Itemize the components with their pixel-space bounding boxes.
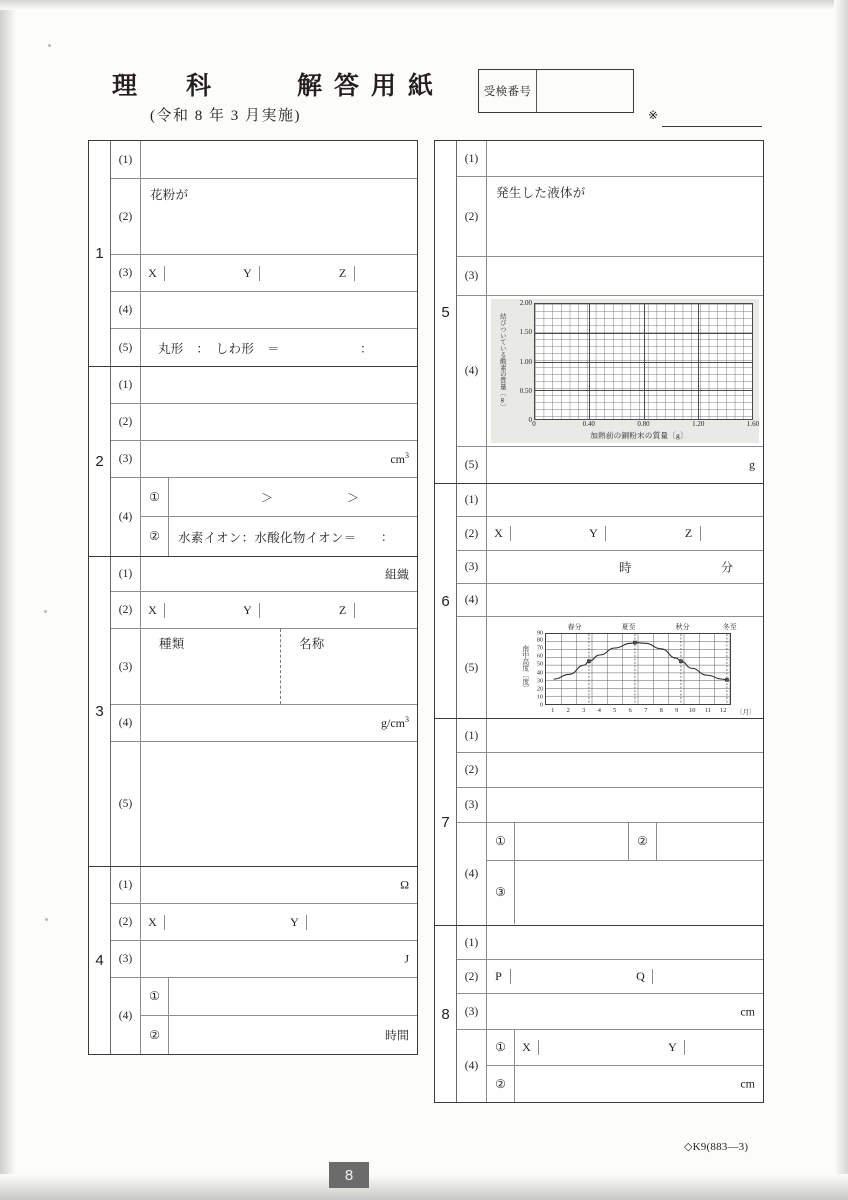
question-block-7 [434, 718, 764, 925]
answer-field[interactable] [487, 484, 763, 516]
x-tick: 8 [659, 706, 663, 714]
marker-y-label: Y [582, 526, 606, 541]
marker-x-label: X [487, 526, 511, 541]
answer-row [457, 960, 763, 994]
sub-number: (2) [457, 517, 487, 550]
graph-y-ticks [508, 299, 534, 424]
question-number: 2 [89, 367, 111, 556]
season-label-spring-equinox: 春分 [567, 622, 582, 631]
circled-number-2: ② [141, 1016, 169, 1054]
answer-row [111, 867, 417, 904]
marker-y-label: Y [236, 266, 260, 281]
answer-row [111, 441, 417, 478]
score-line [662, 126, 762, 127]
answer-row [457, 551, 763, 584]
unit-label: cm [740, 1004, 755, 1018]
answer-field [141, 592, 417, 628]
y-tick: 70 [536, 644, 543, 652]
answer-field[interactable] [141, 141, 417, 178]
question-number: 8 [435, 926, 457, 1102]
season-annotations [517, 622, 737, 633]
sub-number: (1) [457, 719, 487, 752]
answer-row [111, 141, 417, 179]
sub-number: (2) [111, 404, 141, 440]
question-number: 4 [89, 867, 111, 1054]
answer-row [457, 719, 763, 753]
answer-field [141, 629, 417, 704]
answer-subrow [487, 861, 763, 924]
greater-than-2: ＞ [347, 490, 360, 505]
x-tick: 0 [532, 420, 536, 428]
answer-field[interactable] [487, 753, 763, 787]
page-title: 理 科 解答用紙 [112, 73, 446, 100]
answer-field-type[interactable] [141, 629, 281, 704]
answer-row [457, 447, 763, 483]
solar-altitude-graph[interactable] [487, 617, 763, 718]
graph-x-axis-label: 〔月〕 [736, 708, 756, 716]
x-tick: 6 [628, 706, 632, 714]
sub-number: (3) [457, 257, 487, 295]
graph-y-axis-label: 南中高度〔度〕 [520, 645, 528, 692]
sub-number: (4) [111, 292, 141, 328]
question-number: 3 [89, 557, 111, 866]
page-number: 8 [329, 1162, 369, 1188]
question-block-5 [434, 140, 764, 483]
sub-number: (5) [111, 742, 141, 866]
graph-answer-field[interactable] [487, 296, 763, 446]
x-tick: 11 [704, 706, 711, 714]
answer-row [457, 257, 763, 296]
unit-label: $g/cm^3$ [381, 715, 409, 730]
answer-field[interactable] [141, 404, 417, 440]
answer-field [487, 517, 763, 550]
sub-number: (3) [457, 551, 487, 583]
graph-y-ticks [530, 629, 544, 708]
answer-row-graph [457, 617, 763, 718]
question-block-4 [88, 866, 418, 1055]
unit-minute: 分 [720, 560, 733, 575]
sub-number: (3) [457, 788, 487, 822]
x-tick: 1.20 [692, 420, 705, 428]
sub-number: (1) [111, 557, 141, 591]
marker-p-label: P [487, 969, 511, 984]
answer-row [457, 823, 763, 925]
page-edge-shadow-left [0, 0, 16, 1200]
answer-field[interactable] [487, 926, 763, 959]
answer-subrow [141, 978, 417, 1016]
circled-number-2: ② [487, 1066, 515, 1102]
answer-row [111, 292, 417, 329]
answer-field[interactable] [487, 447, 763, 483]
sub-number: (2) [457, 960, 487, 993]
type-label: 種類 [159, 637, 185, 651]
sub-number: (2) [111, 904, 141, 940]
answer-field [141, 255, 417, 291]
marker-z-label: Z [331, 266, 355, 281]
y-tick: 50 [536, 660, 543, 668]
y-tick: 0.50 [519, 386, 532, 395]
marker-y-label: Y [661, 1040, 685, 1055]
question-number: 6 [435, 484, 457, 718]
answer-prompt: 丸形 ： しわ形 ＝ [158, 341, 280, 356]
question-block-8 [434, 925, 764, 1103]
sub-number: (3) [111, 255, 141, 291]
graph-plot-area [545, 633, 731, 705]
sub-number: (1) [111, 141, 141, 178]
answer-field-3[interactable] [515, 861, 763, 924]
answer-subrow [141, 1016, 417, 1054]
answer-row [111, 478, 417, 556]
y-tick: 2.00 [519, 299, 532, 307]
y-tick: 1.50 [519, 328, 532, 337]
y-tick: 60 [536, 652, 543, 660]
sub-number: (1) [457, 141, 487, 176]
answer-field[interactable] [515, 1066, 763, 1102]
circled-number-1: ① [141, 478, 169, 516]
answer-field[interactable] [141, 367, 417, 403]
answer-row [457, 141, 763, 177]
answer-row [111, 367, 417, 404]
question-number: 7 [435, 719, 457, 925]
season-label-winter-solstice: 冬至 [722, 622, 737, 631]
answer-row [111, 742, 417, 866]
page-edge-shadow-bottom [0, 1174, 848, 1200]
sub-number: (4) [457, 1030, 487, 1102]
right-question-column [434, 140, 764, 1103]
answer-subrow [141, 517, 417, 556]
answer-row [111, 329, 417, 366]
sub-number: (4) [111, 478, 141, 556]
unit-label: 組織 [384, 567, 409, 582]
scan-speck [44, 610, 47, 613]
answer-subrow [487, 823, 763, 861]
answer-field[interactable] [169, 478, 417, 516]
marker-x-label: X [141, 915, 165, 930]
page-edge-shadow-top [0, 0, 848, 10]
x-tick: 0.80 [637, 420, 650, 428]
x-tick: 2 [566, 706, 570, 714]
question-number: 5 [435, 141, 457, 483]
answer-subrow [141, 478, 417, 517]
unit-label: 時間 [384, 1028, 409, 1043]
answer-field[interactable] [487, 719, 763, 752]
season-label-autumn-equinox: 秋分 [675, 622, 690, 631]
sub-number: (5) [111, 329, 141, 366]
marker-z-label: Z [677, 526, 701, 541]
sub-number: (1) [111, 867, 141, 903]
sub-number: (4) [457, 823, 487, 925]
sub-number: (2) [111, 592, 141, 628]
y-tick: 0 [528, 416, 532, 424]
answer-field[interactable] [169, 978, 417, 1015]
answer-prompt: 水素イオン：水酸化物イオン＝ [178, 530, 357, 545]
reference-mark-icon: ※ [648, 108, 659, 122]
answer-row [111, 978, 417, 1054]
answer-prompt: 花粉が [150, 188, 189, 202]
x-tick: 12 [719, 706, 727, 714]
answer-row [111, 179, 417, 255]
answer-field [515, 1030, 763, 1065]
question-block-3 [88, 556, 418, 866]
answer-field[interactable] [141, 441, 417, 477]
answer-field[interactable] [487, 994, 763, 1029]
answer-field[interactable] [487, 584, 763, 616]
season-label-summer-solstice: 夏至 [621, 622, 636, 631]
answer-row [111, 705, 417, 742]
left-question-column [88, 140, 418, 1055]
greater-than-1: ＞ [261, 490, 274, 505]
sub-number: (3) [457, 994, 487, 1029]
exam-number-label: 受検番号 [479, 70, 537, 112]
scan-speck [48, 44, 51, 47]
answer-row [111, 941, 417, 978]
graph-x-ticks [532, 420, 760, 429]
y-tick: 40 [536, 669, 543, 677]
ratio-colon: ： [360, 341, 373, 356]
question-block-6 [434, 483, 764, 718]
marker-y-label: Y [236, 603, 260, 618]
answer-row [457, 926, 763, 960]
sub-number: (5) [457, 617, 487, 718]
x-tick: 0.40 [582, 420, 595, 428]
answer-row [457, 994, 763, 1030]
answer-row [457, 484, 763, 517]
sub-number: (5) [457, 447, 487, 483]
sub-number: (4) [111, 705, 141, 741]
answer-row [111, 592, 417, 629]
ratio-colon: ： [381, 530, 394, 544]
sub-number: (2) [457, 753, 487, 787]
answer-field [141, 904, 417, 940]
answer-field[interactable] [141, 292, 417, 328]
answer-row [111, 557, 417, 592]
x-tick: 5 [613, 706, 617, 714]
answer-field[interactable] [487, 257, 763, 295]
marker-y-label: Y [283, 915, 307, 930]
graph-x-axis-label: 加熱前の銅粉末の質量〔g〕 [590, 431, 688, 440]
question-block-2 [88, 366, 418, 556]
page-edge-shadow-right [834, 0, 848, 1200]
answer-subrow [487, 1030, 763, 1066]
answer-field-1[interactable] [515, 823, 629, 860]
unit-label: J [404, 951, 409, 966]
sub-number: (2) [457, 177, 487, 256]
marker-x-label: X [515, 1040, 539, 1055]
sub-number: (3) [111, 441, 141, 477]
answer-field[interactable] [487, 141, 763, 176]
marker-x-label: X [141, 603, 165, 618]
answer-field[interactable] [141, 705, 417, 741]
answer-row [457, 753, 763, 788]
sub-number: (4) [457, 584, 487, 616]
answer-field[interactable] [487, 177, 763, 256]
unit-label: Ω [400, 877, 409, 892]
unit-label: g [749, 457, 755, 472]
unit-label: $cm^3$ [390, 451, 409, 466]
x-tick: 1 [551, 706, 555, 714]
circled-number-2: ② [141, 517, 169, 556]
solar-altitude-curve [546, 634, 730, 704]
answer-row-graph [457, 296, 763, 447]
sub-number: (1) [111, 367, 141, 403]
answer-row [457, 584, 763, 617]
answer-row [111, 904, 417, 941]
answer-row [457, 177, 763, 257]
question-block-1 [88, 140, 418, 366]
answer-field[interactable] [169, 1016, 417, 1054]
answer-field[interactable] [141, 329, 417, 366]
sub-number: (1) [457, 484, 487, 516]
y-tick: 90 [536, 629, 543, 636]
answer-field[interactable] [487, 551, 763, 583]
circled-number-1: ① [487, 823, 515, 860]
form-code: ◇K9(883—3) [684, 1141, 749, 1153]
sub-number: (4) [457, 296, 487, 446]
circled-number-1: ① [487, 1030, 515, 1065]
y-tick: 0 [539, 701, 543, 708]
x-tick: 4 [597, 706, 601, 714]
answer-prompt: 発生した液体が [496, 186, 586, 200]
sub-number: (3) [111, 629, 141, 704]
scan-speck [45, 918, 48, 921]
sub-number: (4) [111, 978, 141, 1054]
exam-number-input[interactable] [537, 70, 633, 112]
name-label: 名称 [299, 637, 325, 651]
unit-label: cm [740, 1076, 755, 1091]
x-tick: 1.60 [746, 420, 760, 428]
answer-field[interactable] [169, 517, 417, 556]
unit-hour: 時 [619, 561, 632, 575]
answer-field[interactable] [141, 867, 417, 903]
page-subtitle: (令和 8 年 3 月実施) [150, 108, 301, 124]
answer-row [111, 255, 417, 292]
marker-q-label: Q [629, 969, 653, 984]
y-tick: 30 [536, 677, 543, 685]
x-tick: 3 [582, 706, 586, 714]
oxygen-mass-graph[interactable] [491, 299, 759, 443]
answer-field [487, 960, 763, 993]
answer-field[interactable] [141, 179, 417, 254]
answer-row [457, 517, 763, 551]
sub-number: (2) [111, 179, 141, 254]
y-tick: 1.00 [519, 357, 532, 366]
y-tick: 20 [536, 685, 543, 693]
graph-x-ticks [545, 706, 756, 716]
answer-field[interactable] [141, 941, 417, 977]
graph-answer-field[interactable] [487, 617, 763, 718]
graph-plot-area[interactable] [534, 303, 753, 420]
answer-field[interactable] [141, 742, 417, 866]
sub-number: (3) [111, 941, 141, 977]
circled-number-2: ② [629, 823, 657, 860]
answer-row [457, 788, 763, 823]
answer-field-name[interactable] [281, 629, 417, 704]
x-tick: 7 [644, 706, 648, 714]
marker-x-label: X [141, 266, 165, 281]
answer-row [111, 404, 417, 441]
answer-row [111, 629, 417, 705]
x-tick: 9 [675, 706, 679, 714]
answer-field[interactable] [487, 788, 763, 822]
y-tick: 10 [536, 693, 543, 700]
marker-z-label: Z [331, 603, 355, 618]
circled-number-1: ① [141, 978, 169, 1015]
exam-number-box [478, 69, 634, 113]
sub-number: (1) [457, 926, 487, 959]
circled-number-3: ③ [487, 861, 515, 924]
answer-subrow [487, 1066, 763, 1102]
answer-row [457, 1030, 763, 1102]
graph-y-axis-label: 結びついている酸素の質量〔g〕 [498, 313, 506, 410]
question-number: 1 [89, 141, 111, 366]
answer-field[interactable] [141, 557, 417, 591]
answer-field-2[interactable] [657, 823, 763, 860]
x-tick: 10 [689, 706, 696, 714]
y-tick: 80 [536, 636, 543, 644]
